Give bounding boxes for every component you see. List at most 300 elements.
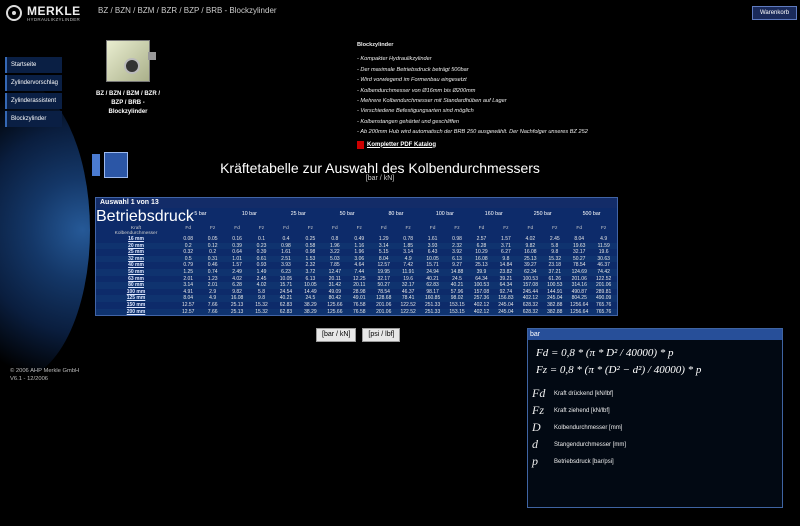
selection-count: Auswahl 1 von 13 xyxy=(96,198,617,208)
force-cell: 2.32 xyxy=(305,262,316,269)
legend-symbol: d xyxy=(532,437,538,451)
force-cell: 32.17 xyxy=(572,249,586,256)
description-item: - Kompakter Hydraulikzylinder xyxy=(357,56,432,63)
description-item: - Wird vorwiegend im Formenbau eingesetzt xyxy=(357,77,467,84)
force-cell: 1.96 xyxy=(354,249,365,256)
force-cell: 2.57 xyxy=(476,236,487,242)
diameter-link[interactable]: 200 mm xyxy=(126,308,146,315)
force-cell: 2.9 xyxy=(209,288,217,295)
force-cell: 245.04 xyxy=(498,301,514,308)
force-cell: 4.91 xyxy=(183,288,194,295)
formula-panel xyxy=(527,328,783,508)
force-cell: 5.8 xyxy=(258,288,265,295)
force-cell: 402.12 xyxy=(473,301,490,308)
force-cell: 2.45 xyxy=(256,275,267,282)
force-cell: 0.39 xyxy=(256,249,267,256)
unit-toggle xyxy=(316,328,400,342)
pressure-col: 50 bar xyxy=(339,211,355,217)
force-cell: 245.44 xyxy=(522,288,538,295)
force-cell: 201.06 xyxy=(376,301,392,308)
force-cell: 49.09 xyxy=(328,288,342,295)
force-cell: 382.88 xyxy=(547,308,563,315)
force-cell: 0.98 xyxy=(281,242,291,249)
table-row xyxy=(96,269,617,276)
pressure-label: Betriebsdruck xyxy=(96,208,194,225)
force-cell: 0.25 xyxy=(305,236,316,242)
page-heading: Kräftetabelle zur Auswahl des Kolbendurchmessers xyxy=(220,160,540,176)
force-cell: 57.96 xyxy=(450,288,464,295)
pressure-col: 160 bar xyxy=(484,211,503,217)
force-cell: 24.94 xyxy=(426,268,439,275)
force-cell: 4.02 xyxy=(232,275,242,282)
psi-lbf-button[interactable]: [psi / lbf] xyxy=(362,328,400,342)
force-cell: 6.28 xyxy=(476,242,487,249)
force-cell: 61.26 xyxy=(548,275,562,282)
pdf-catalog-link[interactable]: Kompletter PDF Katalog xyxy=(367,141,437,148)
force-cell: 1.57 xyxy=(232,262,242,269)
force-cell: 0.32 xyxy=(183,249,194,256)
force-cell: 64.34 xyxy=(475,275,488,282)
description-item: - Ab 200mm Hub wird automatisch der BRB 250 ausgewählt. Der Nachfolger unseres BZ 252 xyxy=(357,129,588,136)
force-cell: 765.76 xyxy=(596,308,612,315)
force-cell: 0.4 xyxy=(282,236,290,242)
table-row xyxy=(96,243,617,250)
force-cell: 0.1 xyxy=(258,236,265,242)
legend-text: Kraft ziehend [kN/lbf] xyxy=(554,407,610,414)
diameter-link[interactable]: 50 mm xyxy=(128,268,144,275)
force-cell: 24.54 xyxy=(279,288,293,295)
force-cell: 7.44 xyxy=(354,268,365,275)
force-cell: 3.71 xyxy=(501,242,511,249)
force-cell: 3.22 xyxy=(329,249,340,256)
force-cell: 0.2 xyxy=(184,242,192,249)
force-cell: 251.33 xyxy=(424,301,441,308)
tool-icon-part xyxy=(104,152,128,178)
legend-symbol: p xyxy=(532,454,538,468)
force-cell: 2.01 xyxy=(183,275,194,282)
force-cell: 1.61 xyxy=(427,236,438,242)
force-cell: 490.09 xyxy=(596,295,612,302)
force-cell: 144.91 xyxy=(547,288,563,295)
legend-text: Kolbendurchmesser [mm] xyxy=(554,424,623,431)
force-cell: 12.47 xyxy=(328,268,342,275)
force-cell: 201.06 xyxy=(571,275,587,282)
subcol-fz: Fz xyxy=(503,226,509,231)
diameter-link[interactable]: 80 mm xyxy=(128,282,144,289)
subcol-fd: Fd xyxy=(380,226,387,231)
subcol-fz: Fz xyxy=(600,226,607,231)
force-cell: 4.64 xyxy=(354,262,365,269)
table-row xyxy=(96,289,617,296)
pressure-col: 80 bar xyxy=(388,211,404,217)
force-cell: 50.27 xyxy=(572,255,586,262)
force-cell: 5.03 xyxy=(329,255,340,262)
formula-legend xyxy=(532,385,772,470)
force-cell: 125.66 xyxy=(327,308,343,315)
force-cell: 1.29 xyxy=(378,236,389,242)
force-cell: 80.42 xyxy=(328,295,342,302)
diameter-link[interactable]: 20 mm xyxy=(128,242,144,249)
subcol-fd: Fd xyxy=(478,226,485,231)
version: V6.1 - 12/2006 xyxy=(10,376,49,382)
force-cell: 156.83 xyxy=(498,295,514,302)
force-cell: 19.63 xyxy=(572,242,586,249)
fz-formula: Fz = 0,8 * (π * (D² − d²) / 40000) * p xyxy=(536,364,702,376)
force-cell: 153.15 xyxy=(449,308,465,315)
force-cell: 74.42 xyxy=(597,268,610,275)
force-cell: 257.36 xyxy=(473,295,490,302)
force-cell: 19.95 xyxy=(377,268,390,275)
fd-formula: Fd = 0,8 * (π * D² / 40000) * p xyxy=(536,347,674,359)
cart-button[interactable]: Warenkorb xyxy=(752,6,797,20)
legend-row xyxy=(532,402,772,419)
force-cell: 0.93 xyxy=(256,262,267,269)
force-cell: 50.27 xyxy=(377,282,390,289)
force-cell: 0.74 xyxy=(207,268,218,275)
subcol-fz: Fz xyxy=(552,226,558,231)
force-cell: 9.8 xyxy=(258,295,265,302)
copyright: © 2006 AHP Merkle GmbH xyxy=(10,368,80,374)
legend-row xyxy=(532,385,772,402)
legend-symbol: Fz xyxy=(532,403,544,417)
pressure-col: 25 bar xyxy=(290,211,306,217)
force-cell: 1.01 xyxy=(232,255,242,262)
force-table xyxy=(95,197,618,316)
force-cell: 28.98 xyxy=(353,288,366,295)
force-cell: 1256.64 xyxy=(570,301,589,308)
cylinder-port-shape xyxy=(124,58,140,74)
force-cell: 1.25 xyxy=(183,268,194,275)
force-cell: 6.13 xyxy=(305,275,316,282)
legend-symbol: Fd xyxy=(532,386,546,400)
force-cell: 804.25 xyxy=(571,295,587,302)
force-cell: 12.25 xyxy=(353,275,366,282)
force-cell: 3.72 xyxy=(305,268,316,275)
force-cell: 9.82 xyxy=(232,288,242,295)
force-cell: 0.2 xyxy=(209,249,217,256)
force-cell: 11.91 xyxy=(402,268,415,275)
force-cell: 289.81 xyxy=(596,288,612,295)
force-cell: 0.79 xyxy=(183,262,194,269)
force-cell: 2.51 xyxy=(281,255,291,262)
force-cell: 30.63 xyxy=(597,255,610,262)
subcol-fd: Fd xyxy=(429,226,436,231)
logo-subtitle: HYDRAULIKZYLINDER xyxy=(27,17,81,22)
subcol-fz: Fz xyxy=(209,226,216,231)
subcol-fz: Fz xyxy=(258,226,265,231)
force-cell: 76.58 xyxy=(353,308,366,315)
sidebar-item-zylinderassistent[interactable]: Zylinderassistent xyxy=(5,93,62,109)
force-cell: 3.14 xyxy=(183,282,194,289)
force-cell: 0.16 xyxy=(232,236,242,242)
diameter-label: Kolbendurchmesser xyxy=(114,231,158,236)
logo-ring-icon xyxy=(6,5,22,21)
force-cell: 24.5 xyxy=(305,295,316,302)
force-cell: 15.32 xyxy=(255,301,268,308)
force-cell: 16.08 xyxy=(524,249,537,256)
diameter-link[interactable]: 125 mm xyxy=(126,295,146,302)
force-cell: 46.37 xyxy=(401,288,415,295)
force-cell: 9.82 xyxy=(525,242,536,249)
force-cell: 0.12 xyxy=(207,242,218,249)
legend-text: Kraft drückend [kN/lbf] xyxy=(554,390,614,397)
subcol-fd: Fd xyxy=(527,226,534,231)
force-cell: 78.54 xyxy=(377,288,390,295)
table-row xyxy=(96,295,617,302)
force-cell: 40.21 xyxy=(426,275,439,282)
force-cell: 3.14 xyxy=(378,242,389,249)
force-cell: 7.66 xyxy=(207,308,218,315)
force-cell: 6.23 xyxy=(281,268,291,275)
pdf-catalog-row xyxy=(357,140,657,150)
force-cell: 0.39 xyxy=(232,242,242,249)
table-body xyxy=(96,236,617,315)
force-cell: 62.83 xyxy=(426,282,439,289)
legend-row xyxy=(532,436,772,453)
force-cell: 40.21 xyxy=(450,282,464,289)
force-cell: 1256.64 xyxy=(570,308,589,315)
force-cell: 25.13 xyxy=(230,301,244,308)
force-cell: 40.21 xyxy=(279,295,293,302)
pressure-header xyxy=(96,208,617,226)
force-cell: 92.74 xyxy=(499,288,513,295)
force-cell: 15.32 xyxy=(548,255,562,262)
diameter-link[interactable]: 63 mm xyxy=(128,275,144,282)
force-cell: 12.57 xyxy=(377,262,390,269)
force-cell: 62.34 xyxy=(524,268,537,275)
force-cell: 14.88 xyxy=(450,268,464,275)
force-cell: 37.21 xyxy=(548,268,562,275)
force-cell: 4.02 xyxy=(256,282,267,289)
force-cell: 10.05 xyxy=(426,255,439,262)
diameter-link[interactable]: 16 mm xyxy=(128,236,144,242)
pressure-col: 5 bar xyxy=(194,211,207,217)
force-cell: 6.27 xyxy=(501,249,511,256)
force-cell: 157.08 xyxy=(522,282,538,289)
force-cell: 3.14 xyxy=(403,249,414,256)
breadcrumb: BZ / BZN / BZM / BZR / BZP / BRB - Blockzylinder xyxy=(98,6,277,15)
force-cell: 25.13 xyxy=(524,255,537,262)
force-cell: 153.15 xyxy=(449,301,465,308)
force-cell: 765.76 xyxy=(596,301,612,308)
force-cell: 1.96 xyxy=(329,242,340,249)
formula-panel-title: bar xyxy=(528,329,782,340)
force-cell: 15.71 xyxy=(279,282,293,289)
legend-text: Betriebsdruck [bar/psi] xyxy=(554,458,614,465)
force-cell: 0.08 xyxy=(183,236,194,242)
table-row xyxy=(96,236,617,243)
force-cell: 4.9 xyxy=(404,255,412,262)
force-cell: 100.53 xyxy=(547,282,563,289)
force-cell: 8.04 xyxy=(183,295,194,302)
force-cell: 100.53 xyxy=(522,275,538,282)
force-cell: 1.23 xyxy=(207,275,218,282)
subcol-fz: Fz xyxy=(405,226,411,231)
subcol-fd: Fd xyxy=(234,226,240,231)
pressure-col: 10 bar xyxy=(241,211,257,217)
force-cell: 382.88 xyxy=(547,301,563,308)
force-cell: 9.8 xyxy=(502,255,510,262)
force-cell: 19.6 xyxy=(598,249,609,256)
force-cell: 0.31 xyxy=(207,255,218,262)
force-cell: 39.27 xyxy=(524,262,537,269)
force-cell: 0.64 xyxy=(232,249,242,256)
unit-label: [bar / kN] xyxy=(365,175,395,182)
force-cell: 6.13 xyxy=(452,255,462,262)
force-cell: 0.98 xyxy=(452,236,462,242)
force-cell: 7.42 xyxy=(403,262,414,269)
diameter-link[interactable]: 32 mm xyxy=(128,255,144,262)
sidebar-item-blockzylinder[interactable]: Blockzylinder xyxy=(5,111,62,127)
legend-text: Stangendurchmesser [mm] xyxy=(554,441,627,448)
description-item: - Verschiedene Befestigungsarten sind möglich xyxy=(357,108,474,115)
table-row xyxy=(96,309,617,316)
force-cell: 1.85 xyxy=(403,242,414,249)
force-cell: 4.9 xyxy=(209,295,217,302)
force-cell: 122.52 xyxy=(400,308,416,315)
force-cell: 124.69 xyxy=(571,268,587,275)
force-cell: 0.23 xyxy=(256,242,267,249)
force-cell: 5.15 xyxy=(378,249,389,256)
force-cell: 98.17 xyxy=(426,288,439,295)
force-cell: 23.82 xyxy=(499,268,513,275)
force-cell: 14.84 xyxy=(499,262,513,269)
calculator-tool-icon xyxy=(92,152,132,182)
force-cell: 31.42 xyxy=(328,282,342,289)
pdf-icon[interactable] xyxy=(357,141,364,149)
force-cell: 15.71 xyxy=(426,262,439,269)
force-cell: 402.12 xyxy=(522,295,538,302)
force-cell: 0.49 xyxy=(354,236,365,242)
force-cell: 3.93 xyxy=(427,242,438,249)
force-cell: 0.98 xyxy=(305,249,316,256)
legend-row xyxy=(532,453,772,470)
description-item: - Mehrere Kolbendurchmesser mit Standardhüben auf Lager xyxy=(357,98,507,105)
force-cell: 1.49 xyxy=(256,268,267,275)
sidebar-item-zylindervorschlag[interactable]: Zylindervorschlag xyxy=(5,75,62,91)
logo-brand: MERKLE xyxy=(27,4,81,18)
tool-icon-part xyxy=(92,154,100,176)
force-cell: 245.04 xyxy=(547,295,563,302)
force-cell: 64.34 xyxy=(499,282,513,289)
force-cell: 39.21 xyxy=(499,275,513,282)
footer xyxy=(10,367,79,383)
force-cell: 19.6 xyxy=(403,275,414,282)
force-cell: 3.93 xyxy=(281,262,291,269)
force-cell: 78.54 xyxy=(572,262,586,269)
force-cell: 251.33 xyxy=(424,308,441,315)
force-cell: 4.02 xyxy=(525,236,536,242)
bar-kn-button[interactable]: [bar / kN] xyxy=(316,328,356,342)
force-cell: 24.5 xyxy=(452,275,462,282)
force-cell: 1.16 xyxy=(354,242,365,249)
force-cell: 16.08 xyxy=(475,255,488,262)
force-cell: 9.27 xyxy=(452,262,462,269)
description-item: - Kolbendurchmesser von Ø16mm bis Ø200mm xyxy=(357,87,476,94)
subcol-fz: Fz xyxy=(307,226,314,231)
force-cell: 490.87 xyxy=(571,288,587,295)
force-cell: 5.8 xyxy=(551,242,559,249)
force-cell: 2.49 xyxy=(232,268,242,275)
force-cell: 15.32 xyxy=(255,308,268,315)
force-cell: 2.01 xyxy=(207,282,218,289)
force-cell: 25.13 xyxy=(475,262,488,269)
force-label: Kraft xyxy=(130,226,142,231)
force-cell: 8.04 xyxy=(378,255,389,262)
force-cell: 2.32 xyxy=(452,242,462,249)
force-cell: 62.83 xyxy=(279,301,293,308)
force-cell: 0.46 xyxy=(207,262,218,269)
force-cell: 128.68 xyxy=(376,295,392,302)
force-cell: 9.8 xyxy=(551,249,559,256)
table-row xyxy=(96,282,617,289)
sidebar-nav xyxy=(5,57,62,129)
subcol-fz: Fz xyxy=(454,226,460,231)
subcol-fd: Fd xyxy=(576,226,583,231)
description-title: Blockzylinder xyxy=(357,42,394,48)
force-cell: 6.28 xyxy=(232,282,242,289)
table-row xyxy=(96,302,617,309)
force-cell: 314.16 xyxy=(571,282,587,289)
force-cell: 122.52 xyxy=(400,301,416,308)
force-cell: 16.08 xyxy=(230,295,244,302)
subcol-fd: Fd xyxy=(283,226,289,231)
force-cell: 39.9 xyxy=(476,268,487,275)
force-cell: 10.05 xyxy=(304,282,317,289)
force-cell: 49.01 xyxy=(353,295,366,302)
force-cell: 38.29 xyxy=(304,308,317,315)
pressure-col: 250 bar xyxy=(533,211,552,217)
force-cell: 25.13 xyxy=(230,308,244,315)
force-cell: 7.85 xyxy=(329,262,340,269)
description-item: - Der maximale Betriebsdruck beträgt 500bar xyxy=(357,66,469,73)
subcol-fd: Fd xyxy=(332,226,338,231)
force-cell: 4.9 xyxy=(600,236,608,242)
force-cell: 0.58 xyxy=(305,242,316,249)
force-cell: 20.11 xyxy=(353,282,366,289)
force-cell: 402.12 xyxy=(473,308,490,315)
sidebar-item-startseite[interactable]: Startseite xyxy=(5,57,62,73)
table-row xyxy=(96,249,617,256)
force-cell: 46.37 xyxy=(597,262,610,269)
subcol-fz: Fz xyxy=(356,226,362,231)
force-cell: 160.85 xyxy=(424,295,441,302)
diameter-link[interactable]: 150 mm xyxy=(126,301,146,308)
force-cell: 11.59 xyxy=(597,242,610,249)
force-cell: 0.05 xyxy=(207,236,218,242)
force-cell: 0.8 xyxy=(331,236,339,242)
pressure-col: 100 bar xyxy=(435,211,454,217)
force-cell: 125.66 xyxy=(327,301,343,308)
legend-symbol: D xyxy=(532,420,541,434)
force-cell: 20.11 xyxy=(328,275,341,282)
product-image xyxy=(100,36,156,88)
force-cell: 201.06 xyxy=(376,308,392,315)
force-cell: 7.66 xyxy=(207,301,218,308)
diameter-link[interactable]: 25 mm xyxy=(128,249,144,256)
force-cell: 2.45 xyxy=(549,236,560,242)
force-cell: 628.32 xyxy=(522,308,538,315)
diameter-link[interactable]: 40 mm xyxy=(128,262,144,269)
force-cell: 12.57 xyxy=(181,301,195,308)
merkle-logo[interactable] xyxy=(6,4,88,26)
pressure-col: 500 bar xyxy=(582,211,601,217)
diameter-link[interactable]: 100 mm xyxy=(126,288,146,295)
force-cell: 8.04 xyxy=(574,236,585,242)
force-cell: 62.83 xyxy=(279,308,293,315)
force-cell: 98.02 xyxy=(450,295,464,302)
force-cell: 10.05 xyxy=(279,275,293,282)
